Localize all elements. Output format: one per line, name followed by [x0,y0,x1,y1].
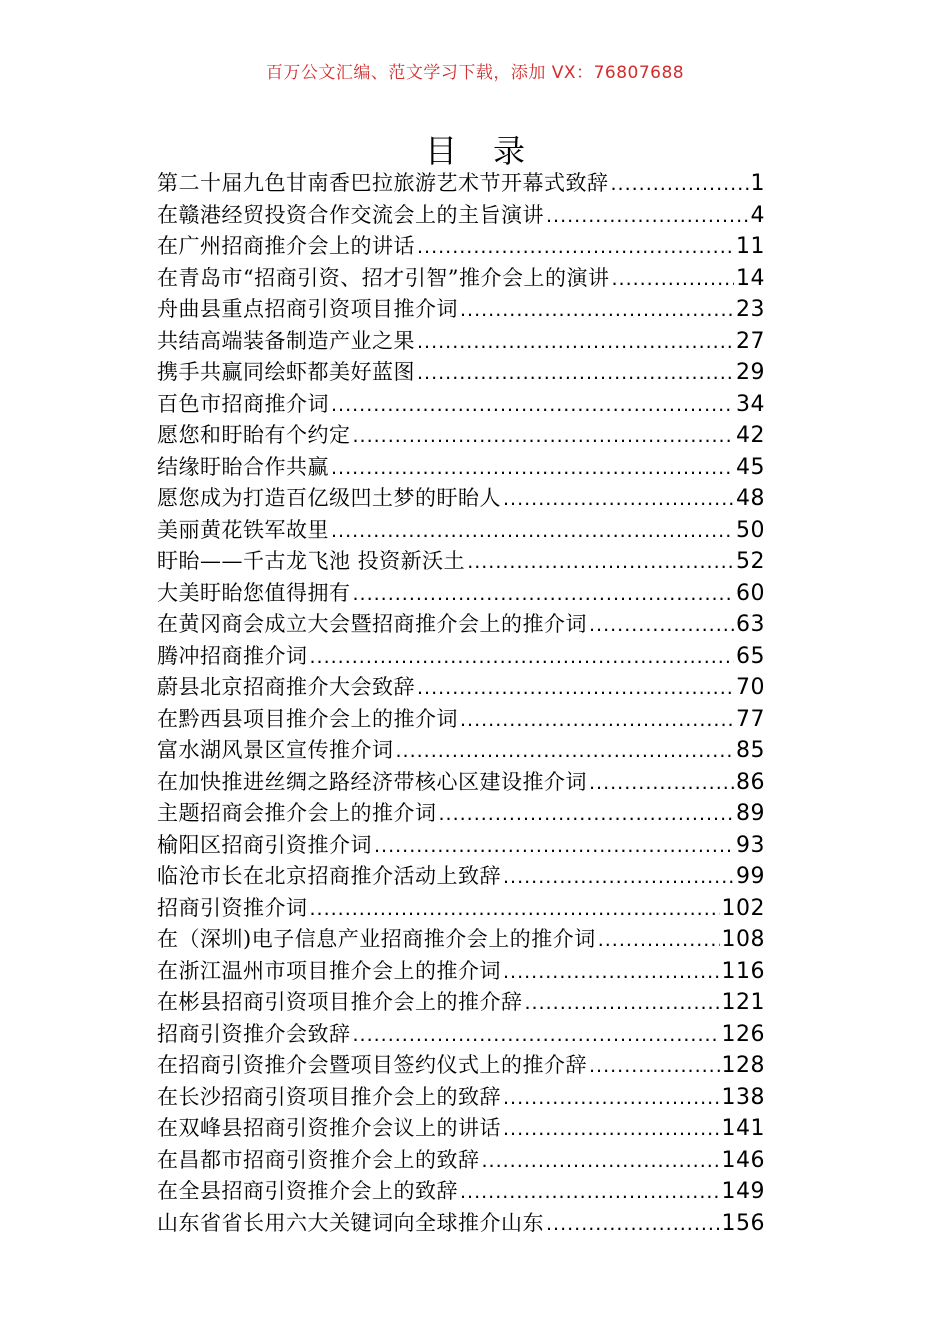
toc-entry-title: 舟曲县重点招商引资项目推介词 [157,297,458,321]
toc-leader-dots [611,169,749,200]
toc-page-number: 116 [721,958,765,984]
toc-entry[interactable] [157,1145,765,1177]
toc-page-number: 14 [736,265,765,291]
toc-entry-title: 第二十届九色甘南香巴拉旅游艺术节开幕式致辞 [157,171,609,195]
toc-entry-title: 在黔西县项目推介会上的推介词 [157,706,458,731]
toc-leader-dots [460,295,734,326]
toc-entry[interactable] [157,956,765,988]
toc-page-number: 11 [736,234,765,259]
header-watermark-note: 百万公文汇编、范文学习下载，添加 VX：76807688 [265,63,685,83]
toc-entry-title: 携手共赢同绘虾都美好蓝图 [157,360,415,384]
toc-entry[interactable] [157,1176,765,1208]
toc-page-number: 77 [736,706,765,732]
toc-entry[interactable] [157,1019,765,1051]
toc-entry-title: 在长沙招商引资项目推介会上的致辞 [157,1084,501,1109]
toc-entry[interactable] [157,515,765,547]
toc-entry[interactable] [157,231,765,263]
toc-entry[interactable] [157,924,765,956]
toc-leader-dots [331,390,734,421]
toc-leader-dots [331,516,734,547]
toc-entry[interactable] [157,672,765,704]
toc-entry[interactable] [157,830,765,862]
toc-leader-dots [503,1083,720,1114]
toc-page-number: 65 [736,643,765,669]
toc-page-number: 141 [721,1116,765,1141]
toc-entry[interactable] [157,578,765,610]
toc-entry[interactable] [157,1113,765,1145]
toc-entry[interactable] [157,893,765,925]
toc-page-number: 99 [736,864,765,889]
table-of-contents [157,168,765,1239]
toc-page-number: 42 [736,423,765,448]
toc-entry-title: 腾冲招商推介词 [157,643,308,668]
toc-page-number: 121 [721,990,765,1015]
toc-leader-dots [598,925,720,956]
toc-entry[interactable] [157,200,765,232]
toc-entry[interactable] [157,263,765,295]
toc-entry[interactable] [157,1208,765,1240]
toc-leader-dots [503,862,734,893]
toc-page-number: 34 [736,391,765,417]
toc-entry[interactable] [157,546,765,578]
toc-page-number: 29 [736,360,765,385]
toc-page-number: 45 [736,454,765,480]
toc-leader-dots [460,705,734,736]
toc-page-number: 50 [736,517,765,543]
toc-entry-title: 在全县招商引资推介会上的致辞 [157,1179,458,1203]
toc-entry[interactable] [157,389,765,421]
toc-entry-title: 盱眙——千古龙飞池 投资新沃土 [157,549,466,573]
toc-entry[interactable] [157,641,765,673]
toc-entry[interactable] [157,168,765,200]
toc-leader-dots [310,894,720,925]
toc-leader-dots [353,579,735,610]
toc-entry-title: 招商引资推介会致辞 [157,1021,351,1046]
toc-entry-title: 美丽黄花铁军故里 [157,517,329,542]
toc-leader-dots [589,610,734,641]
toc-entry-title: 在浙江温州市项目推介会上的推介词 [157,958,501,983]
toc-entry-title: 愿您成为打造百亿级凹土梦的盱眙人 [157,486,501,510]
toc-entry-title: 在青岛市“招商引资、招才引智”推介会上的演讲 [157,265,610,290]
toc-page-number: 138 [721,1084,765,1110]
toc-entry-title: 在彬县招商引资项目推介会上的推介辞 [157,990,523,1014]
toc-page-number: 52 [736,549,765,574]
toc-leader-dots [503,957,720,988]
toc-leader-dots [374,831,734,862]
toc-entry-title: 招商引资推介词 [157,895,308,920]
toc-entry-title: 榆阳区招商引资推介词 [157,832,372,857]
toc-leader-dots [482,1146,720,1177]
toc-entry-title: 在昌都市招商引资推介会上的致辞 [157,1147,480,1172]
toc-page-number: 63 [736,612,765,637]
toc-entry[interactable] [157,704,765,736]
toc-entry[interactable] [157,294,765,326]
toc-leader-dots [589,768,734,799]
toc-leader-dots [611,264,734,295]
toc-leader-dots [417,232,734,263]
toc-entry-title: 临沧市长在北京招商推介活动上致辞 [157,864,501,888]
toc-entry[interactable] [157,1050,765,1082]
toc-entry[interactable] [157,767,765,799]
toc-leader-dots [546,1209,720,1240]
toc-entry[interactable] [157,735,765,767]
toc-page-number: 126 [721,1021,765,1047]
toc-entry-title: 在双峰县招商引资推介会议上的讲话 [157,1116,501,1140]
toc-leader-dots [546,201,749,232]
toc-entry[interactable] [157,861,765,893]
toc-entry[interactable] [157,483,765,515]
toc-entry-title: 在招商引资推介会暨项目签约仪式上的推介辞 [157,1053,587,1077]
toc-entry-title: 在广州招商推介会上的讲话 [157,234,415,258]
toc-leader-dots [353,1020,720,1051]
toc-entry[interactable] [157,452,765,484]
toc-entry[interactable] [157,798,765,830]
toc-page-number: 1 [750,171,765,196]
toc-leader-dots [417,327,734,358]
toc-entry-title: 山东省省长用六大关键词向全球推介山东 [157,1210,544,1235]
page-title: 目录 [424,132,561,170]
toc-entry[interactable] [157,609,765,641]
toc-page-number: 93 [736,832,765,858]
toc-leader-dots [460,1177,720,1208]
toc-leader-dots [589,1051,720,1082]
toc-entry-title: 在黄冈商会成立大会暨招商推介会上的推介词 [157,612,587,636]
toc-entry-title: 蔚县北京招商推介大会致辞 [157,675,415,699]
toc-entry[interactable] [157,420,765,452]
toc-leader-dots [467,547,734,578]
toc-leader-dots [439,799,735,830]
toc-leader-dots [417,673,734,704]
toc-entry-title: 富水湖风景区宣传推介词 [157,738,394,762]
toc-page-number: 102 [721,895,765,921]
toc-entry-title: 主题招商会推介会上的推介词 [157,801,437,825]
toc-entry-title: 在（深圳)电子信息产业招商推介会上的推介词 [157,927,596,951]
toc-leader-dots [396,736,735,767]
toc-page-number: 149 [721,1179,765,1204]
toc-page-number: 89 [736,801,765,826]
toc-entry[interactable] [157,326,765,358]
toc-entry-title: 大美盱眙您值得拥有 [157,580,351,605]
toc-page-number: 23 [736,297,765,322]
toc-entry[interactable] [157,987,765,1019]
toc-page-number: 86 [736,769,765,795]
toc-entry-title: 百色市招商推介词 [157,391,329,416]
toc-entry-title: 愿您和盱眙有个约定 [157,423,351,447]
toc-page-number: 27 [736,328,765,354]
toc-page-number: 60 [736,580,765,606]
toc-leader-dots [331,453,734,484]
toc-entry-title: 在加快推进丝绸之路经济带核心区建设推介词 [157,769,587,794]
toc-page-number: 128 [721,1053,765,1078]
toc-entry[interactable] [157,357,765,389]
toc-entry[interactable] [157,1082,765,1114]
toc-leader-dots [310,642,735,673]
toc-leader-dots [503,1114,720,1145]
toc-leader-dots [525,988,720,1019]
toc-entry-title: 结缘盱眙合作共赢 [157,454,329,479]
toc-page-number: 48 [736,486,765,511]
toc-page-number: 156 [721,1210,765,1236]
toc-page-number: 146 [721,1147,765,1173]
toc-page-number: 108 [721,927,765,952]
toc-page-number: 70 [736,675,765,700]
toc-page-number: 85 [736,738,765,763]
toc-leader-dots [503,484,734,515]
toc-entry-title: 在赣港经贸投资合作交流会上的主旨演讲 [157,202,544,227]
toc-page-number: 4 [750,202,765,228]
toc-leader-dots [417,358,734,389]
toc-leader-dots [353,421,735,452]
toc-entry-title: 共结高端装备制造产业之果 [157,328,415,353]
